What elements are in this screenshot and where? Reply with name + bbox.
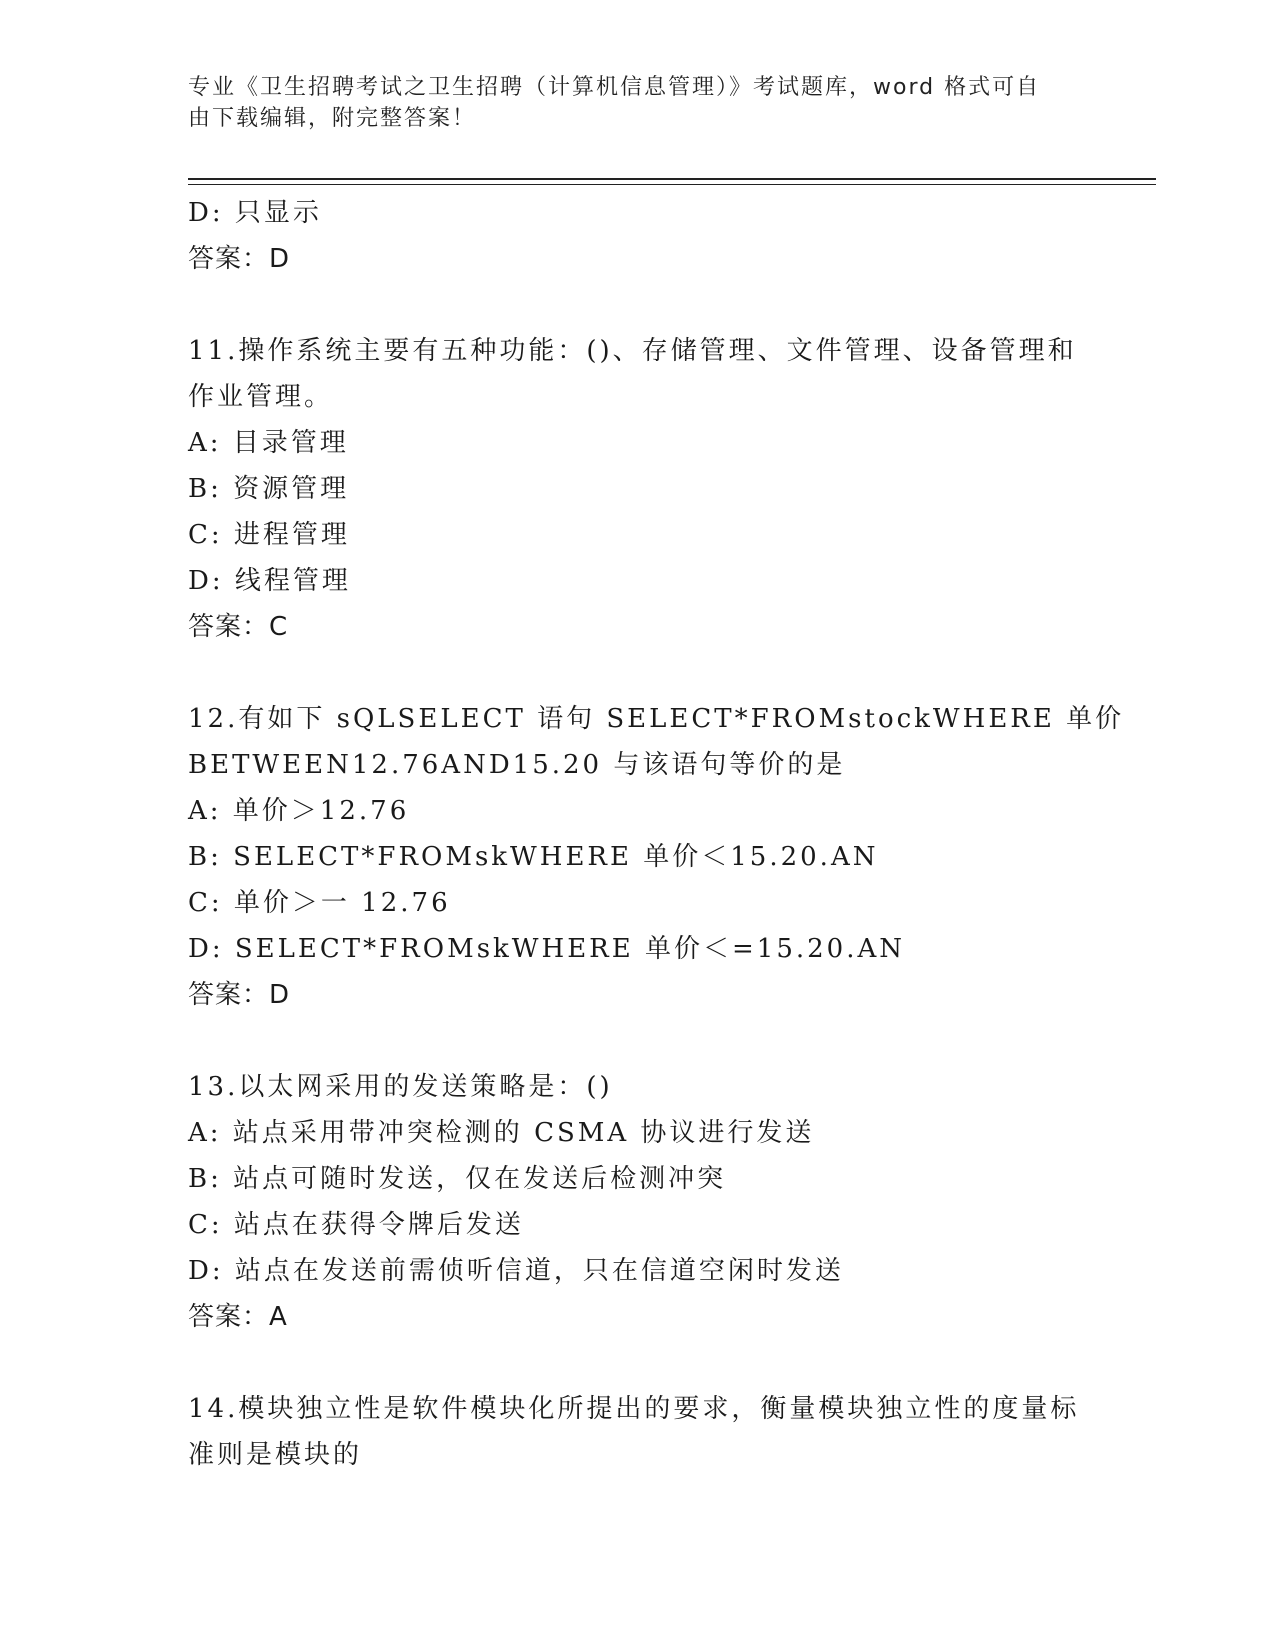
option-a: A: 站点采用带冲突检测的 CSMA 协议进行发送 xyxy=(188,1118,815,1148)
question-11 xyxy=(188,328,1088,650)
question-stem: 12.有如下 sQLSELECT 语句 SELECT*FROMstockWHERE 单价 xyxy=(188,704,1125,734)
question-stem: 13.以太网采用的发送策略是：() xyxy=(188,1072,613,1102)
question-stem: 14.模块独立性是软件模块化所提出的要求，衡量模块独立性的度量标 xyxy=(188,1394,1080,1424)
answer: 答案：D xyxy=(188,980,291,1010)
answer: 答案：D xyxy=(188,244,291,274)
page-header xyxy=(188,72,1068,134)
header-line-1: 专业《卫生招聘考试之卫生招聘（计算机信息管理）》考试题库，word 格式可自 xyxy=(188,75,1041,100)
header-rule-thin xyxy=(188,184,1156,185)
option-d: D: SELECT*FROMskWHERE 单价＜=15.20.AN xyxy=(188,934,905,964)
option-c: C: 站点在获得令牌后发送 xyxy=(188,1210,524,1240)
question-stem-cont: 准则是模块的 xyxy=(188,1440,363,1470)
answer: 答案：C xyxy=(188,612,289,642)
option-d: D: 站点在发送前需侦听信道，只在信道空闲时发送 xyxy=(188,1256,844,1286)
header-rule-thick xyxy=(188,178,1156,180)
option-c: C: 进程管理 xyxy=(188,520,350,550)
option-a: A: 单价＞12.76 xyxy=(188,796,410,826)
header-line-2: 由下载编辑，附完整答案！ xyxy=(188,106,477,131)
option-d: D: 只显示 xyxy=(188,198,322,228)
question-14 xyxy=(188,1386,1088,1478)
question-stem-cont: 作业管理。 xyxy=(188,382,334,412)
question-stem-cont: BETWEEN12.76AND15.20 与该语句等价的是 xyxy=(188,750,846,780)
option-b: B: 站点可随时发送，仅在发送后检测冲突 xyxy=(188,1164,727,1194)
option-b: B: SELECT*FROMskWHERE 单价＜15.20.AN xyxy=(188,842,879,872)
option-a: A: 目录管理 xyxy=(188,428,349,458)
document-body xyxy=(188,190,1125,1478)
continued-question xyxy=(188,190,1088,282)
option-b: B: 资源管理 xyxy=(188,474,350,504)
question-13 xyxy=(188,1064,1088,1340)
question-12 xyxy=(188,696,1125,1018)
option-c: C: 单价＞一 12.76 xyxy=(188,888,451,918)
answer: 答案：A xyxy=(188,1302,288,1332)
option-d: D: 线程管理 xyxy=(188,566,351,596)
question-stem: 11.操作系统主要有五种功能：()、存储管理、文件管理、设备管理和 xyxy=(188,336,1077,366)
